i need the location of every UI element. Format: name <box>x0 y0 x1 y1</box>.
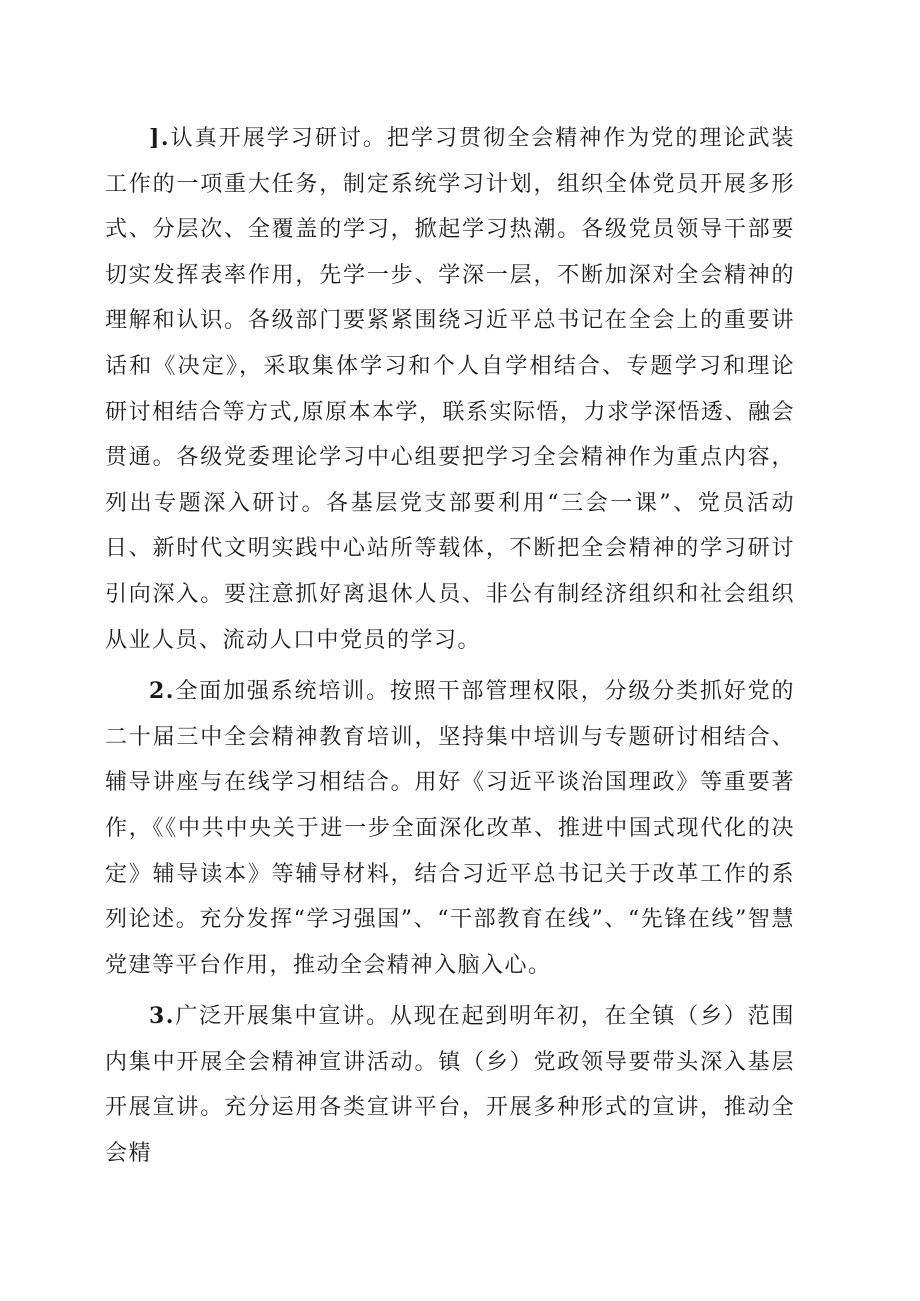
paragraph-3 <box>105 994 795 1176</box>
paragraph-2-number: 2. <box>149 678 175 705</box>
paragraph-2-text: 全面加强系统培训。按照干部管理权限，分级分类抓好党的二十届三中全会精神教育培训，坚持集中培训与专题研讨相结合、辅导讲座与在线学习相结合。用好《习近平谈治国理政》等重要著作，《《中共中央关于进一步全面深化改革、推进中国式现代化的决定》辅导读本》等辅导材料，结合习近平总书记关于改革工作的系列论述。充分发挥“学习强国”、“干部教育在线”、“先锋在线”智慧党建等平台作用，推动全会精神入脑入心。 <box>105 679 796 978</box>
paragraph-2 <box>105 669 795 988</box>
paragraph-3-number: 3. <box>149 1003 175 1030</box>
paragraph-1-number: ]. <box>149 125 171 151</box>
paragraph-1-text: 认真开展学习研讨。把学习贯彻全会精神作为党的理论武装工作的一项重大任务，制定系统学习计划，组织全体党员开展多形式、分层次、全覆盖的学习，掀起学习热潮。各级党员领导干部要切实发挥表率作用，先学一步、学深一层，不断加深对全会精神的理解和认识。各级部门要紧紧围绕习近平总书记在全会上的重要讲话和《决定》，采取集体学习和个人自学相结合、专题学习和理论研讨相结合等方式,原原本本学，联系实际悟，力求学深悟透、融会贯通。各级党委理论学习中心组要把学习全会精神作为重点内容，列出专题深入研讨。各基层党支部要利用“三会一课”、党员活动日、新时代文明实践中心站所等载体，不断把全会精神的学习研讨引向深入。要注意抓好离退休人员、非公有制经济组织和社会组织从业人员、流动人口中党员的学习。 <box>105 126 795 653</box>
document-body <box>105 116 795 1177</box>
paragraph-3-text: 广泛开展集中宣讲。从现在起到明年初，在全镇（乡）范围内集中开展全会精神宣讲活动。镇（乡）党政领导要带头深入基层开展宣讲。充分运用各类宣讲平台，开展多种形式的宣讲，推动全会精 <box>105 1004 795 1167</box>
paragraph-1 <box>105 116 795 663</box>
